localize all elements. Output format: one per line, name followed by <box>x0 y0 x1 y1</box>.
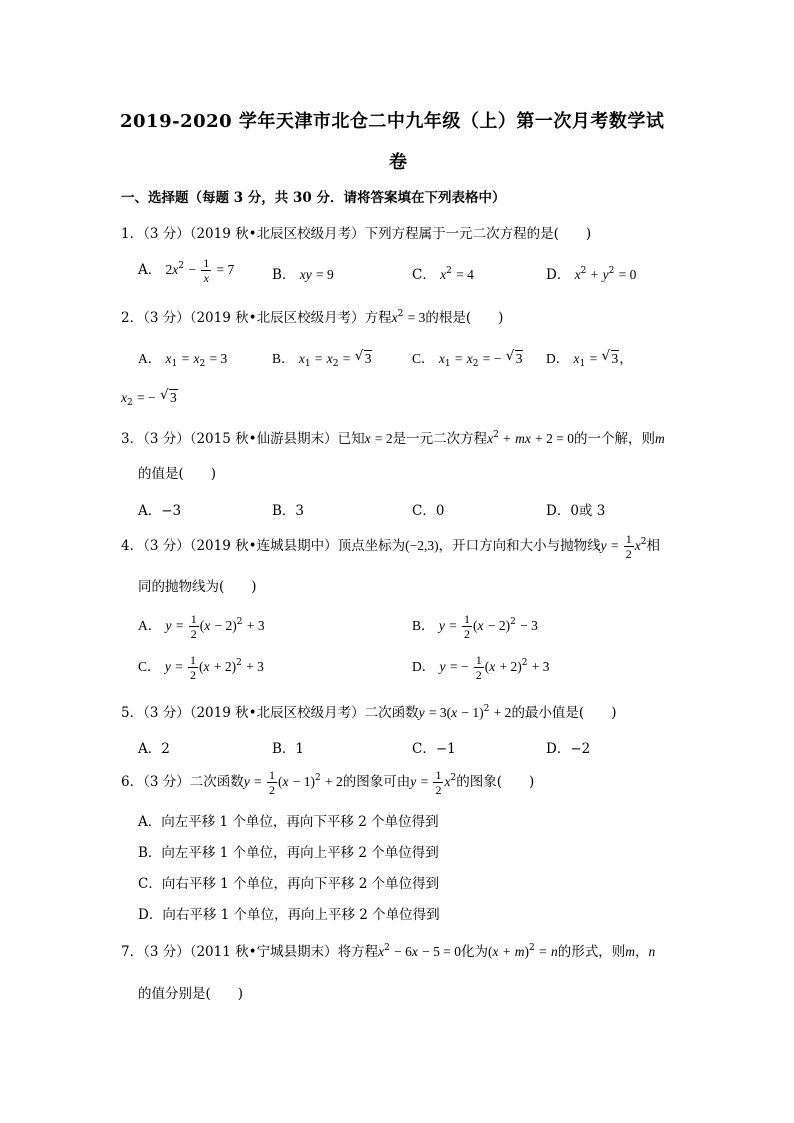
question-3-option-b[interactable]: B．3 <box>272 503 305 519</box>
stem-text: 6．（3 分）二次函数 <box>121 774 244 790</box>
question-2-stem: 2．（3 分）（2019 秋•北辰区校级月考）方程$x^2 = 3$的根是( ) <box>121 309 504 326</box>
option-label: B． <box>272 267 296 283</box>
stem-text: 的最小值是( ) <box>511 705 617 721</box>
question-5-option-b[interactable]: B．1 <box>272 741 305 757</box>
question-3-option-a[interactable]: A．−3 <box>138 503 182 519</box>
question-4-stem: 4．（3 分）（2019 秋•连城县期中）顶点坐标为(−2,3)，开口方向和大小与抛物线y = $\frac{1}{2}$ $x^2$相 <box>121 532 661 561</box>
stem-text: 4．（3 分）（2019 秋•连城县期中）顶点坐标为 <box>121 538 406 554</box>
question-2-option-a[interactable]: A． $x_1 = x_2 = 3$ <box>138 351 228 369</box>
stem-text: 的图象( ) <box>456 774 535 790</box>
question-2-option-c[interactable]: C． $x_1 = x_2$ = − √ 3 <box>412 348 523 369</box>
question-3-stem: 3．（3 分）（2015 秋•仙游县期末）已知x = 2是一元二次方程$x^2$ + mx + 2 = 0的一个解，则m <box>121 430 665 447</box>
stem-text: 的一个解，则 <box>574 431 655 447</box>
stem-text: ，开口方向和大小与抛物线 <box>438 538 601 554</box>
question-1-option-a[interactable]: A． $2x^2$ − $\frac{1}{x}$ = 7 <box>138 256 235 285</box>
question-1-stem: 1．（3 分）（2019 秋•北辰区校级月考）下列方程属于一元二次方程的是( ) <box>121 226 592 242</box>
question-4-option-d[interactable]: D． y = − $\frac{1}{2}$ $(x + 2)^2 + 3$ <box>412 653 550 682</box>
question-1-option-d[interactable]: D． $x^2 + y^2 = 0$ <box>546 266 637 283</box>
question-3-option-c[interactable]: C．0 <box>412 503 445 519</box>
question-6-stem: 6．（3 分）二次函数y = $\frac{1}{2}$ $(x - 1)^2 + 2$的图象可由y = $\frac{1}{2}$ $x^2$的图象( ) <box>121 768 535 797</box>
question-4-option-b[interactable]: B． y = $\frac{1}{2}$ $(x - 2)^2 - 3$ <box>412 612 538 641</box>
question-2-option-b[interactable]: B． $x_1 = x_2$ = √ 3 <box>272 348 372 369</box>
option-label: A． <box>138 262 162 278</box>
question-4-option-c[interactable]: C． y = $\frac{1}{2}$ $(x + 2)^2 + 3$ <box>138 653 264 682</box>
option-label: D． <box>546 267 571 283</box>
stem-text: 的根是( ) <box>425 310 504 326</box>
question-2-option-d[interactable]: D． $x_1$ = √ 3， <box>546 348 633 369</box>
stem-text: 5．（3 分）（2019 秋•北辰区校级月考）二次函数 <box>121 705 419 721</box>
stem-text: 3．（3 分）（2015 秋•仙游县期末）已知 <box>121 431 365 447</box>
question-6-option-a[interactable]: A．向左平移 1 个单位，再向下平移 2 个单位得到 <box>138 814 439 830</box>
question-7-stem-line2: 的值分别是( ) <box>138 986 244 1002</box>
page-title: 2019-2020 学年天津市北仓二中九年级（上）第一次月考数学试 <box>120 111 665 132</box>
question-4-option-a[interactable]: A． y = $\frac{1}{2}$ $(x - 2)^2 + 3$ <box>138 612 265 641</box>
question-3-stem-line2: 的值是( ) <box>138 466 217 482</box>
stem-text: 2．（3 分）（2019 秋•北辰区校级月考）方程 <box>121 310 392 326</box>
question-1-option-b[interactable]: B． xy = 9 <box>272 267 334 283</box>
stem-text: 相 <box>646 538 661 554</box>
option-label: C． <box>412 267 436 283</box>
question-6-option-d[interactable]: D．向右平移 1 个单位，再向上平移 2 个单位得到 <box>138 907 440 923</box>
question-5-option-a[interactable]: A．2 <box>138 741 170 757</box>
stem-text: 的形式，则 <box>557 944 626 960</box>
stem-text: 7．（3 分）（2011 秋•宁城县期末）将方程 <box>121 944 379 960</box>
question-4-stem-line2: 同的抛物线为( ) <box>138 579 257 595</box>
question-1-option-c[interactable]: C． $x^2 = 4$ <box>412 266 474 283</box>
question-7-stem: 7．（3 分）（2011 秋•宁城县期末）将方程$x^2 - 6x - 5 = 0$化为$(x + m)^2 = n$的形式，则m，n <box>121 943 656 960</box>
page-title-continued: 卷 <box>389 152 408 173</box>
stem-text: 是一元二次方程 <box>392 431 488 447</box>
question-6-option-c[interactable]: C．向右平移 1 个单位，再向下平移 2 个单位得到 <box>138 876 440 892</box>
question-2-option-d-continued: $x_2$ = − √ 3 <box>121 387 177 408</box>
question-5-stem: 5．（3 分）（2019 秋•北辰区校级月考）二次函数$y = 3(x - 1)^2 + 2$的最小值是( ) <box>121 704 617 721</box>
question-6-option-b[interactable]: B．向左平移 1 个单位，再向上平移 2 个单位得到 <box>138 845 439 861</box>
question-5-option-d[interactable]: D．−2 <box>546 741 591 757</box>
stem-text: 化为 <box>461 944 489 960</box>
question-5-option-c[interactable]: C．−1 <box>412 741 456 757</box>
question-3-option-d[interactable]: D．0或 3 <box>546 503 606 519</box>
section-heading: 一、选择题（每题 3 分，共 30 分．请将答案填在下列表格中） <box>121 190 506 206</box>
stem-text: 的图象可由 <box>342 774 411 790</box>
